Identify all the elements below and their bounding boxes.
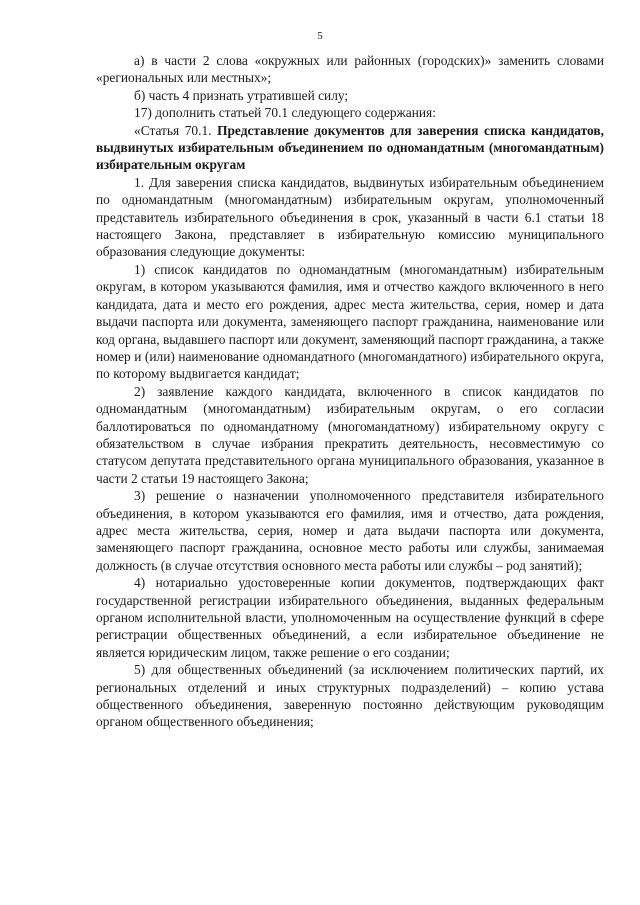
item-1-list: 1) список кандидатов по одномандатным (многомандатным) избирательным округам, в котором указываются фамилия, имя и отчество каждого включенного в него кандидата, дата и место его рождения, адрес места жительства, серия, номер и дата выдачи паспорта или документа, заменяющего паспорт гражданина, наименование или код органа, выдавшего паспорт или документ, заменяющий паспорт гражданина, а также номер и (или) наименование одномандатного (многомандатного) избирательного округа, по которому выдвигается кандидат; — [96, 261, 604, 382]
item-5: 5) для общественных объединений (за исключением политических партий, их региональных отделений и иных структурных подразделений) – копию устава общественного объединения, заверенную постоянно действующим руководящим органом общественного объединения; — [96, 662, 604, 730]
item-1-intro: 1. Для заверения списка кандидатов, выдвинутых избирательным объединением по одномандатным (многомандатным) избирательным округам, уполномоченный представитель избирательного объединения в срок, указанный в части 6.1 статьи 18 настоящего Закона, представляет в избирательную комиссию муниципального образования следующие документы: — [96, 174, 604, 260]
item-3: 3) решение о назначении уполномоченного представителя избирательного объединения, в котором указываются его фамилия, имя и отчество, дата рождения, адрес места жительства, серия, номер и дата выдачи паспорта или документа, заменяющего паспорт гражданина, основное место работы или службы, занимаемая должность (в случае отсутствия основного места работы или службы – род занятий); — [96, 488, 604, 573]
article-heading — [96, 122, 604, 174]
item-2: 2) заявление каждого кандидата, включенного в список кандидатов по одномандатным (многомандатным) избирательным округам, о его согласии баллотироваться по одномандатному (многомандатному) избирательному округу с обязательством в случае избрания прекратить деятельность, несовместимую со статусом депутата представительного органа муниципального образования, указанное в части 2 статьи 19 настоящего Закона; — [96, 383, 604, 486]
item-4: 4) нотариально удостоверенные копии документов, подтверждающих факт государственной регистрации избирательного объединения, выданных федеральным органом исполнительной власти, уполномоченным на осуществление функций в сфере регистрации общественных объединений, а если избирательное объединение не является юридическим лицом, также решение о его создании; — [96, 575, 604, 660]
page-number: 5 — [317, 30, 323, 42]
paragraph-17: 17) дополнить статьей 70.1 следующего содержания: — [134, 105, 436, 121]
document-body — [96, 52, 604, 731]
paragraph-a: а) в части 2 слова «окружных или районных (городских)» заменить словами «региональных или местных»; — [96, 53, 604, 86]
article-number: «Статья 70.1. — [134, 122, 212, 138]
article-title: Представление документов для заверения списка кандидатов, выдвинутых избирательным объединением по одномандатным (многомандатным) избирательным округам — [96, 122, 604, 173]
paragraph-b: б) часть 4 признать утратившей силу; — [134, 87, 349, 103]
